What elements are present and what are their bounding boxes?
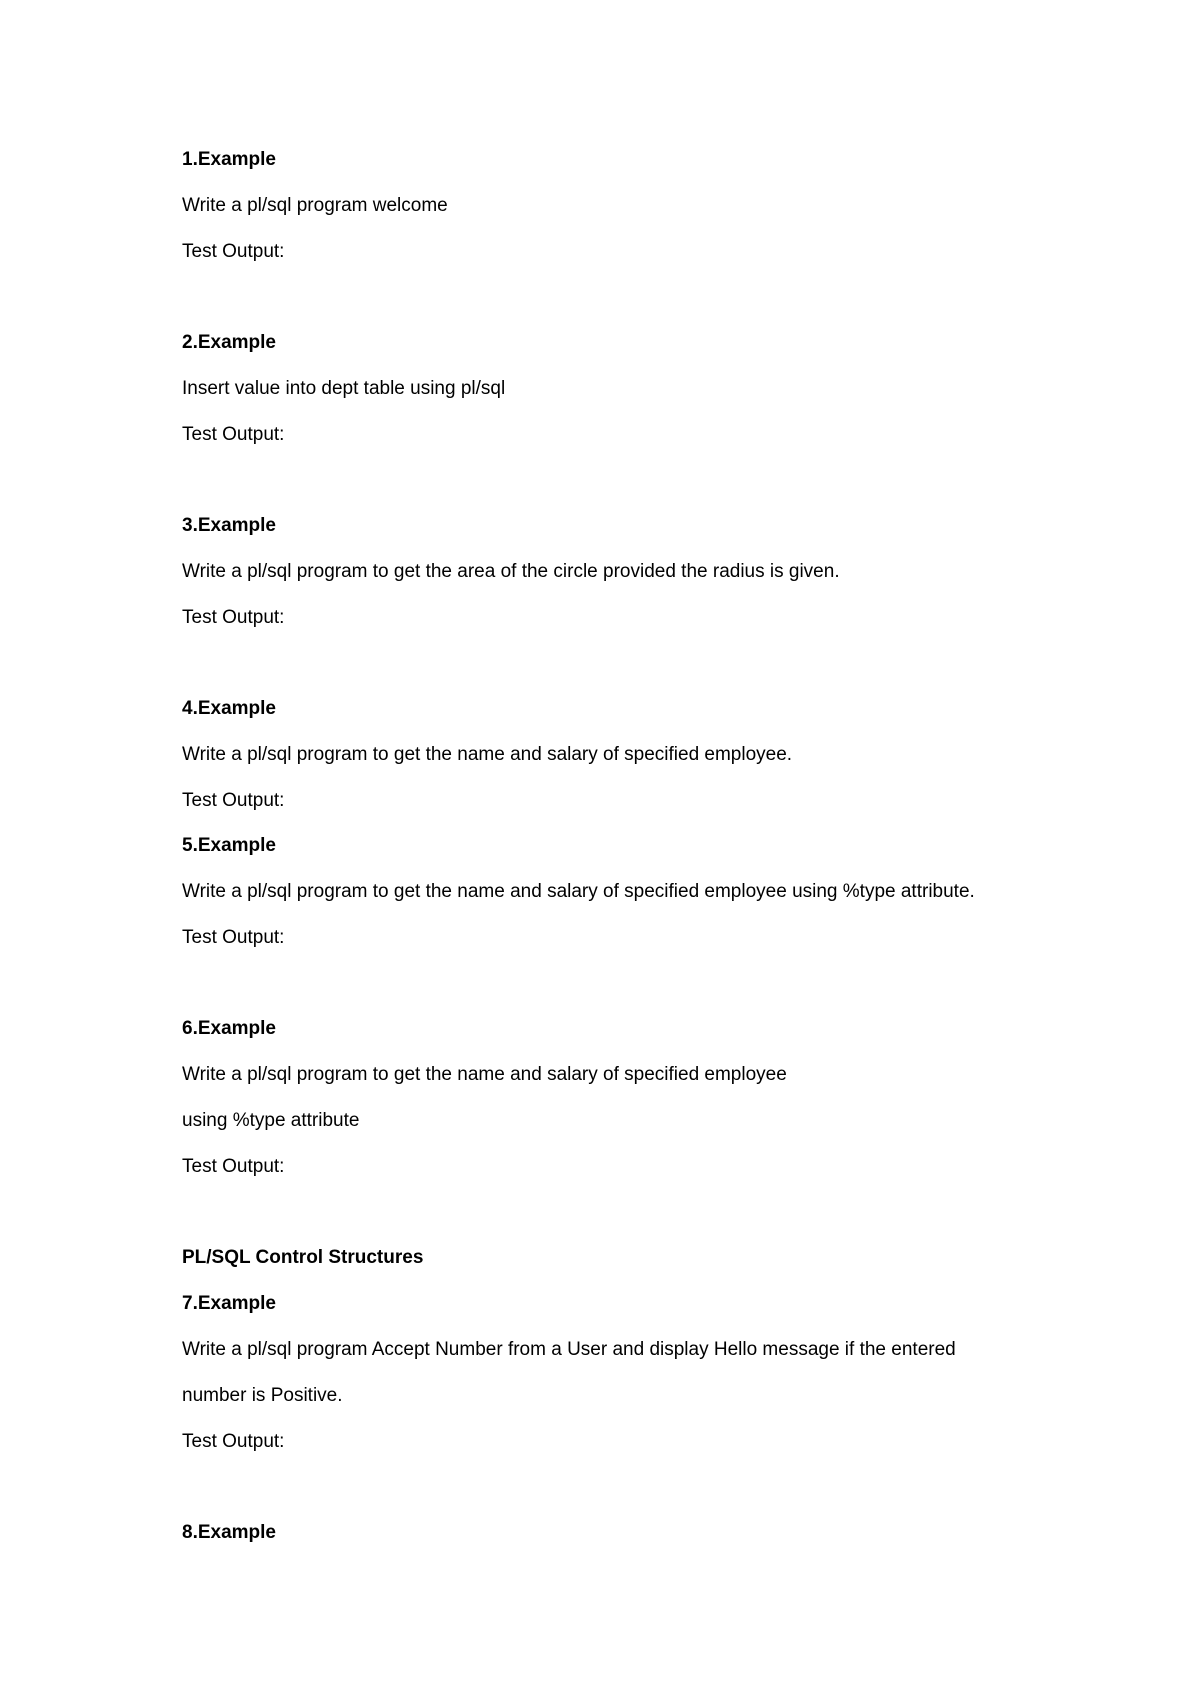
example-6-heading: 6.Example — [182, 1018, 276, 1039]
example-4-description: Write a pl/sql program to get the name and salary of specified employee. — [182, 744, 793, 765]
example-2-test-output-label: Test Output: — [182, 424, 285, 445]
example-6-description-line-1: Write a pl/sql program to get the name and salary of specified employee — [182, 1064, 787, 1085]
example-2-heading: 2.Example — [182, 332, 276, 353]
example-7-description-line-1: Write a pl/sql program Accept Number from a User and display Hello message if the entered — [182, 1339, 956, 1360]
example-4-heading: 4.Example — [182, 698, 276, 719]
example-3-description: Write a pl/sql program to get the area of the circle provided the radius is given. — [182, 561, 840, 582]
example-1-heading: 1.Example — [182, 149, 276, 170]
example-6-description-line-2: using %type attribute — [182, 1110, 360, 1131]
example-8-heading: 8.Example — [182, 1522, 276, 1543]
example-5-heading: 5.Example — [182, 835, 276, 856]
example-4-test-output-label: Test Output: — [182, 790, 285, 811]
example-3-test-output-label: Test Output: — [182, 607, 285, 628]
example-3-heading: 3.Example — [182, 515, 276, 536]
example-7-description-line-2: number is Positive. — [182, 1385, 343, 1406]
example-7-test-output-label: Test Output: — [182, 1431, 285, 1452]
example-2-description: Insert value into dept table using pl/sql — [182, 378, 506, 399]
example-7-heading: 7.Example — [182, 1293, 276, 1314]
example-5-description: Write a pl/sql program to get the name and salary of specified employee using %type attribute. — [182, 881, 975, 902]
example-6-test-output-label: Test Output: — [182, 1156, 285, 1177]
example-1-test-output-label: Test Output: — [182, 241, 285, 262]
example-1-description: Write a pl/sql program welcome — [182, 195, 448, 216]
example-5-test-output-label: Test Output: — [182, 927, 285, 948]
section-heading-control-structures: PL/SQL Control Structures — [182, 1247, 424, 1268]
